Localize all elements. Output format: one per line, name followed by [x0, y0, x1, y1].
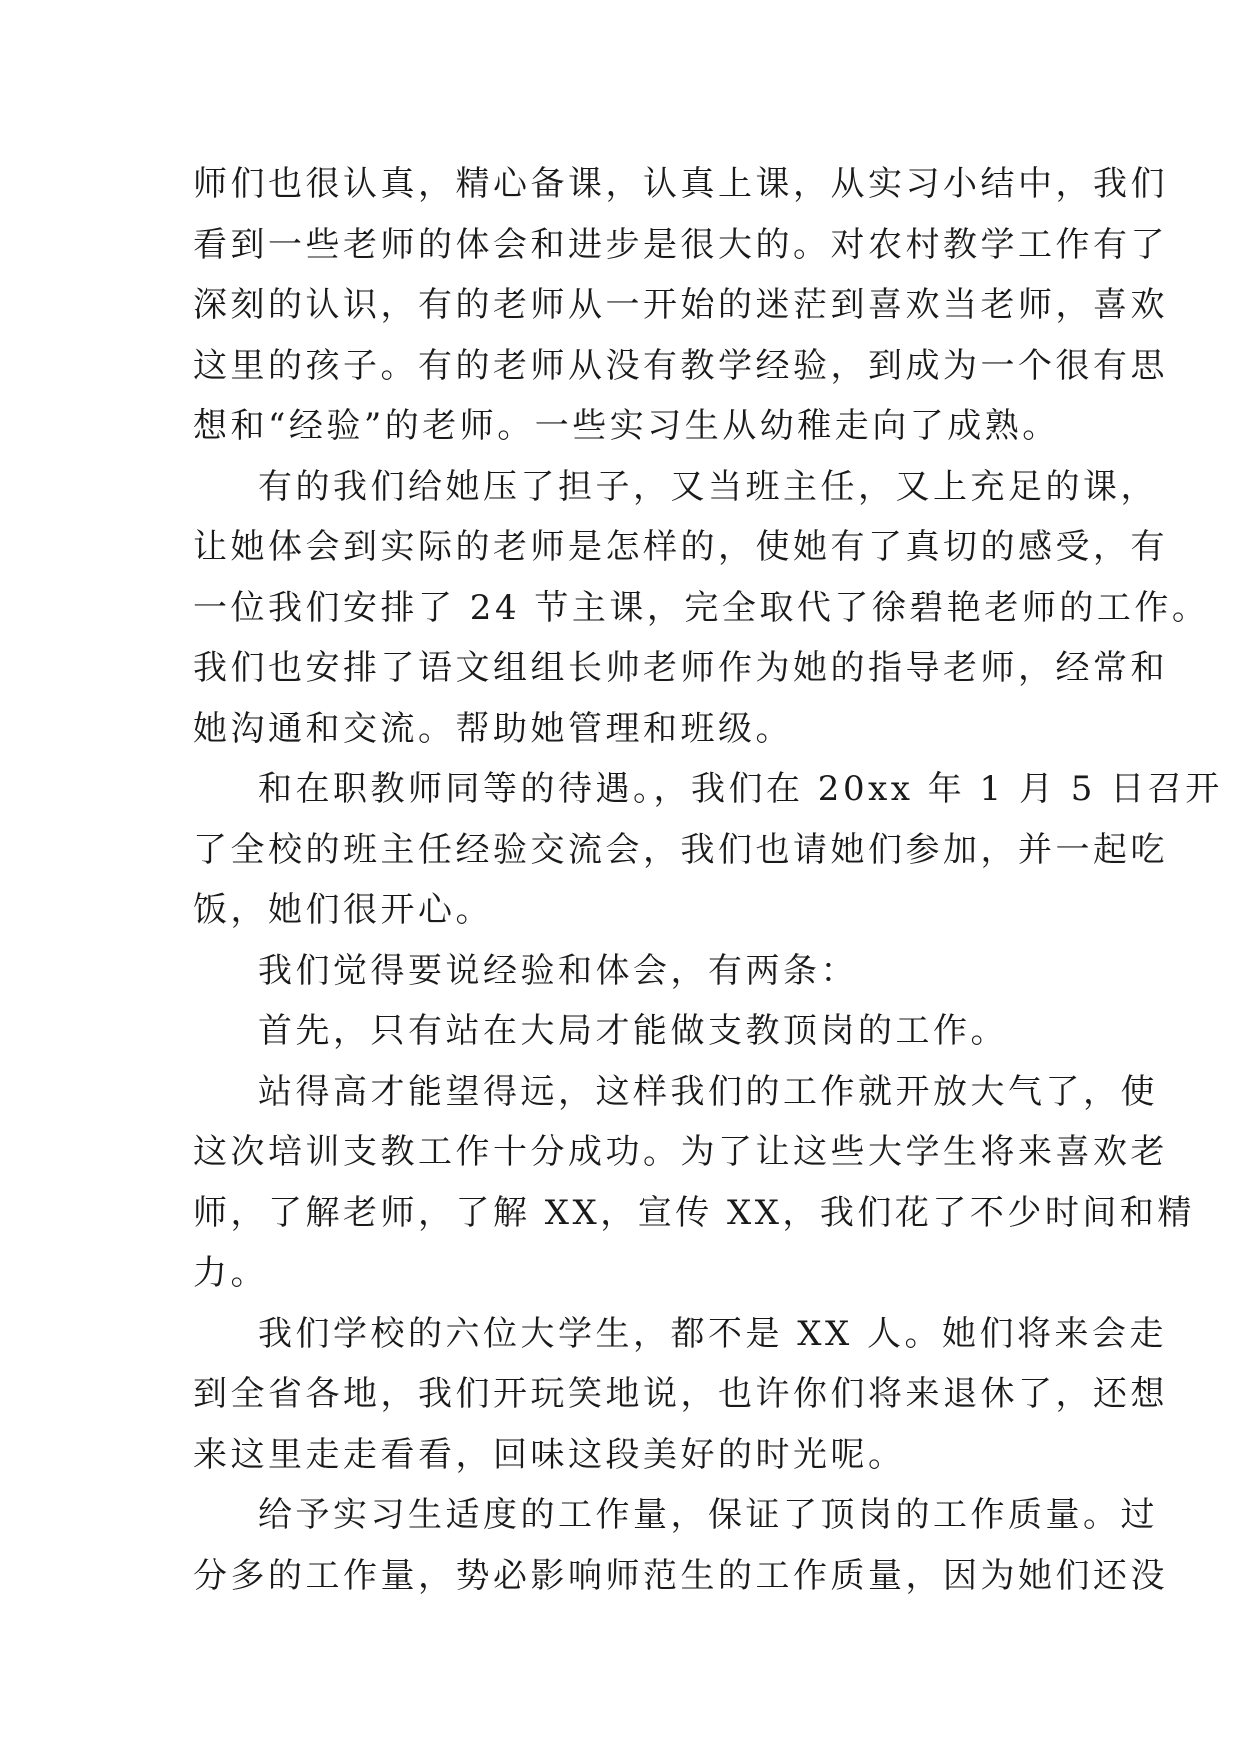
text-line: 这里的孩子。有的老师从没有教学经验，到成为一个很有思	[193, 345, 1168, 386]
paragraph-first-line: 和在职教师同等的待遇。，我们在 20xx 年 1 月 5 日召开	[258, 769, 1223, 809]
text-line: 深刻的认识，有的老师从一开始的迷茫到喜欢当老师，喜欢	[193, 285, 1168, 325]
text-line: 师，了解老师，了解 XX，宣传 XX，我们花了不少时间和精	[193, 1192, 1195, 1233]
text-line: 我们也安排了语文组组长帅老师作为她的指导老师，经常和	[193, 648, 1168, 688]
paragraph-first-line: 我们觉得要说经验和体会，有两条：	[258, 950, 858, 991]
text-line: 到全省各地，我们开玩笑地说，也许你们将来退休了，还想	[193, 1374, 1168, 1414]
text-line: 分多的工作量，势必影响师范生的工作质量，因为她们还没	[193, 1555, 1168, 1596]
text-line: 一位我们安排了 24 节主课，完全取代了徐碧艳老师的工作。	[193, 587, 1210, 628]
text-line: 看到一些老师的体会和进步是很大的。对农村教学工作有了	[193, 224, 1168, 265]
text-line: 让她体会到实际的老师是怎样的，使她有了真切的感受，有	[193, 527, 1168, 567]
text-line: 师们也很认真，精心备课，认真上课，从实习小结中，我们	[193, 164, 1168, 204]
paragraph-first-line: 站得高才能望得远，这样我们的工作就开放大气了，使	[258, 1071, 1158, 1112]
text-line: 她沟通和交流。帮助她管理和班级。	[193, 708, 793, 749]
text-line: 想和“经验”的老师。一些实习生从幼稚走向了成熟。	[193, 406, 1060, 446]
text-line: 力。	[193, 1253, 268, 1293]
document-body	[193, 154, 1223, 1606]
text-line: 饭，她们很开心。	[193, 890, 493, 930]
paragraph-first-line: 有的我们给她压了担子，又当班主任，又上充足的课，	[258, 466, 1158, 507]
paragraph-first-line: 给予实习生适度的工作量，保证了顶岗的工作质量。过	[258, 1495, 1158, 1535]
text-line: 来这里走走看看，回味这段美好的时光呢。	[193, 1434, 906, 1475]
paragraph-first-line: 我们学校的六位大学生，都不是 XX 人。她们将来会走	[258, 1313, 1168, 1354]
paragraph-first-line: 首先，只有站在大局才能做支教顶岗的工作。	[258, 1011, 1008, 1051]
text-line: 这次培训支教工作十分成功。为了让这些大学生将来喜欢老	[193, 1132, 1168, 1172]
text-line: 了全校的班主任经验交流会，我们也请她们参加，并一起吃	[193, 829, 1168, 870]
